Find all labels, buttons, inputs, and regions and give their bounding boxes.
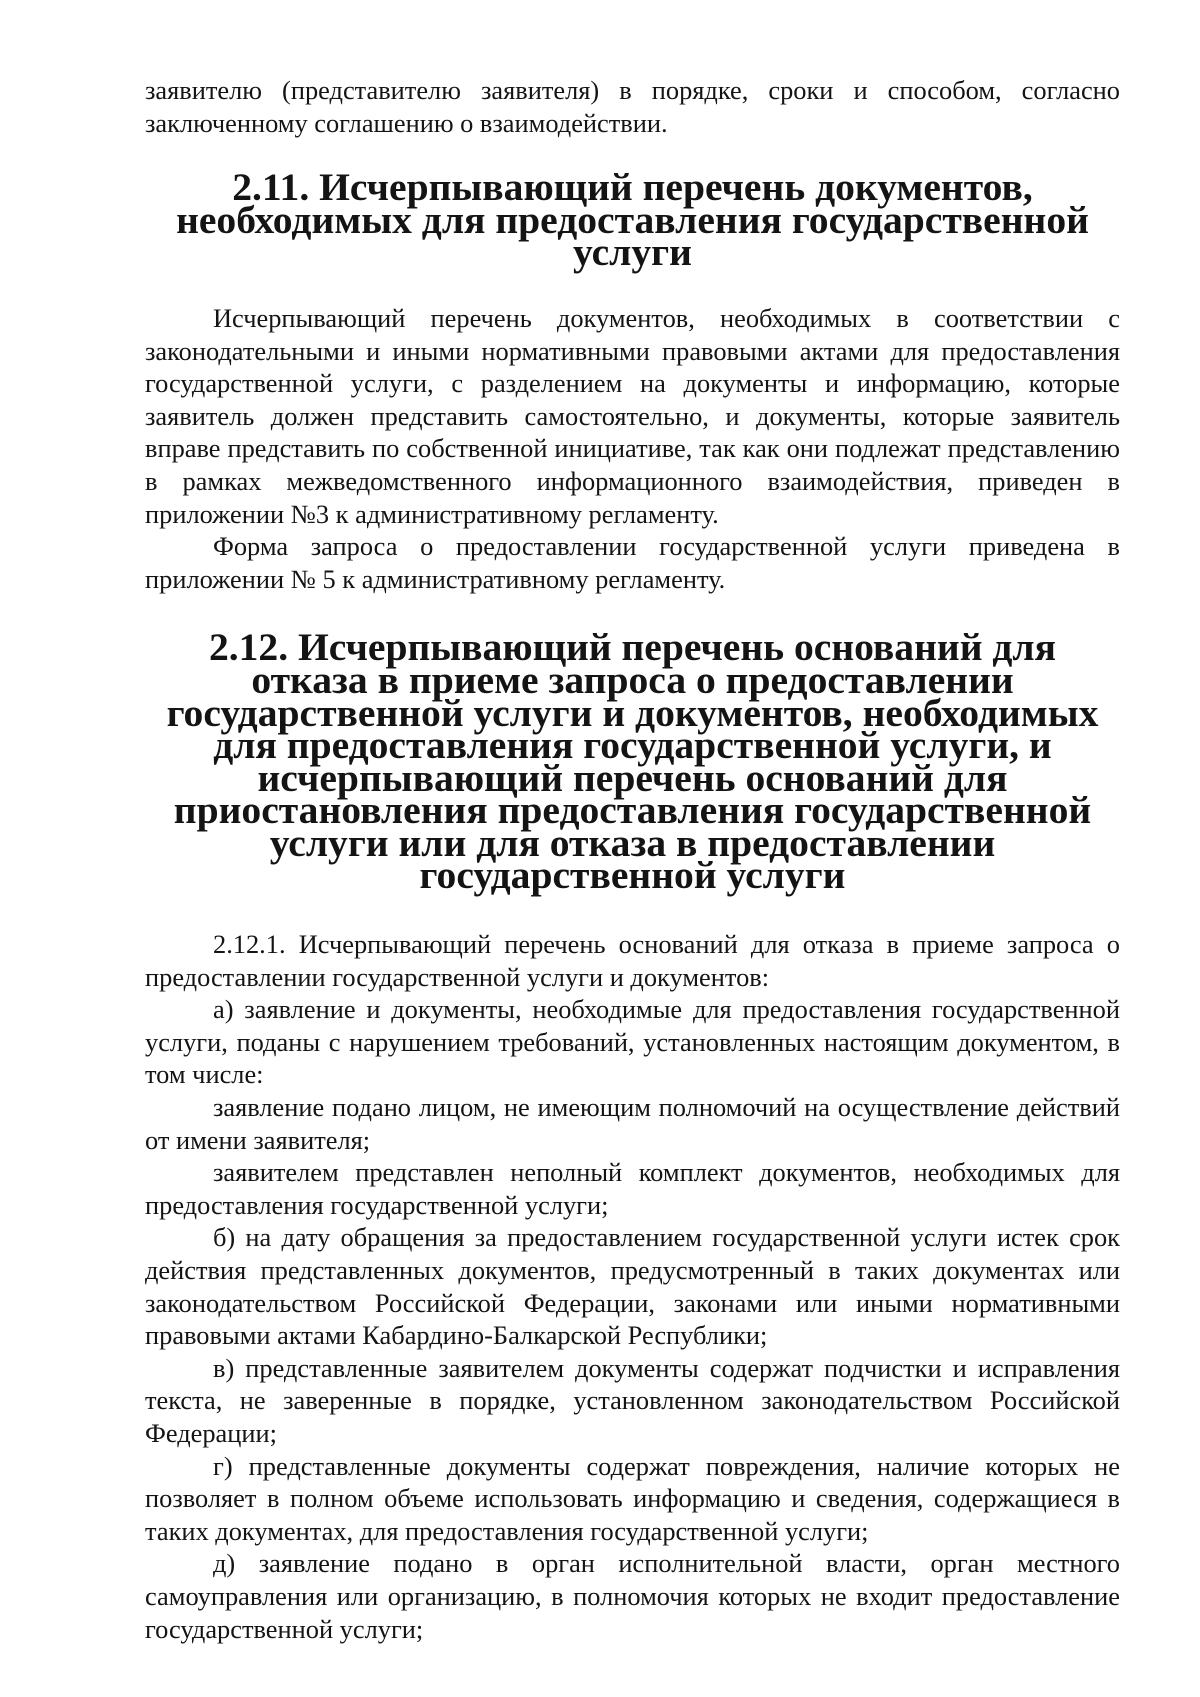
section-2-11-paragraph: Исчерпывающий перечень документов, необходимых в соответствии с законодательными и иными нормативными правовыми актами для предоставления государственной услуги, с разделением на документы и информацию, которые заявитель должен представить самостоятельно, и документы, которые заявитель вправе представить по собственной инициативе, так как они подлежат представлению в рамках межведомственного информационного взаимодействия, приведен в приложении №3 к административному регламенту.: [145, 302, 1120, 529]
list-subitem: заявителем представлен неполный комплект документов, необходимых для предоставления государственной услуги;: [145, 1157, 1120, 1220]
list-item-a: а) заявление и документы, необходимые для предоставления государственной услуги, поданы с нарушением требований, установленных настоящим документом, в том числе:: [145, 994, 1120, 1090]
list-subitem: заявление подано лицом, не имеющим полномочий на осуществление действий от имени заявителя;: [145, 1092, 1120, 1155]
section-2-11-heading: 2.11. Исчерпывающий перечень документов, необходимых для предоставления государственной услуги: [176, 165, 1089, 275]
section-2-11-paragraph: Форма запроса о предоставлении государственной услуги приведена в приложении № 5 к административному регламенту.: [145, 531, 1120, 594]
spacer: [145, 892, 1120, 928]
list-item-g: г) представленные документы содержат повреждения, наличие которых не позволяет в полном объеме использовать информацию и сведения, содержащиеся в таких документах, для предоставления государственной услуги;: [145, 1450, 1120, 1546]
intro-paragraph: заявителю (представителю заявителя) в порядке, сроки и способом, согласно заключенному соглашению о взаимодействии.: [145, 75, 1120, 138]
list-item-v: в) представленные заявителем документы содержат подчистки и исправления текста, не заверенные в порядке, установленном законодательством Российской Федерации;: [145, 1352, 1120, 1448]
section-2-12-heading: 2.12. Исчерпывающий перечень оснований для отказа в приеме запроса о предоставлении государственной услуги и документов, необходимых для предоставления государственной услуги, и исчерпывающий перечень оснований для приостановления предоставления государственной услуги или для отказа в предоставлении государственной услуги: [166, 625, 1099, 898]
list-item-d: д) заявление подано в орган исполнительной власти, орган местного самоуправления или организацию, в полномочия которых не входит предоставление государственной услуги;: [145, 1548, 1120, 1644]
section-2-12-1-paragraph: 2.12.1. Исчерпывающий перечень оснований для отказа в приеме запроса о предоставлении государственной услуги и документов:: [145, 929, 1120, 992]
list-item-b: б) на дату обращения за предоставлением государственной услуги истек срок действия представленных документов, предусмотренный в таких документах или законодательством Российской Федерации, законами или иными нормативными правовыми актами Кабардино-Балкарской Республики;: [145, 1222, 1120, 1351]
document-page: [145, 74, 1120, 1645]
